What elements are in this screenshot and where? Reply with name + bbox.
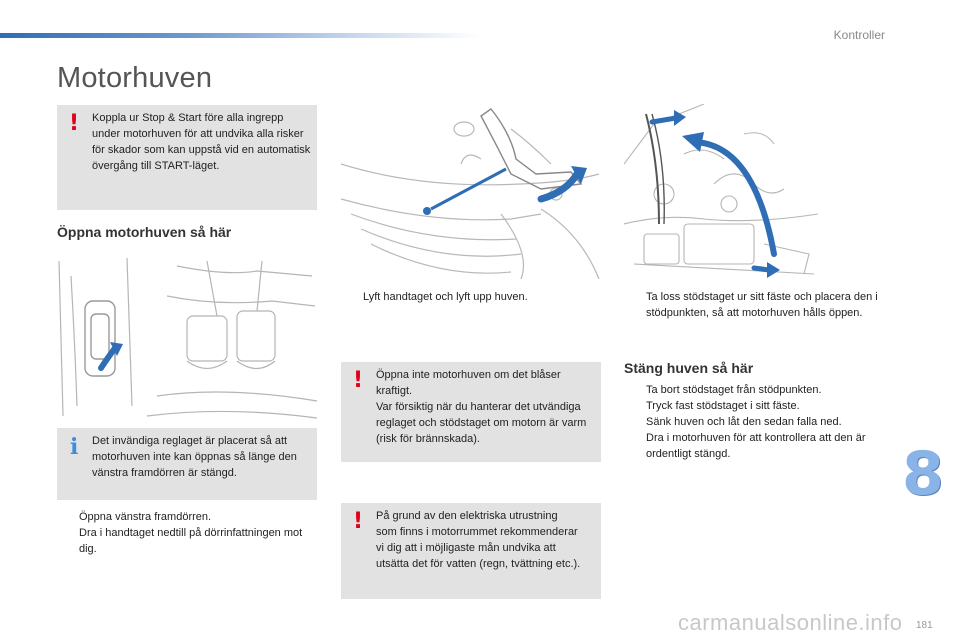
warning-icon: ! <box>353 509 364 534</box>
close-steps-list <box>624 382 886 462</box>
warning-text: På grund av den elektriska utrustning som finns i motorrummet rekommenderar vi dig att i möjligaste mån undvika att utsätta det för vatten (regn, tvättning etc.). <box>376 510 581 570</box>
open-section-heading: Öppna motorhuven så här <box>57 224 232 240</box>
list-item: Ta loss stödstaget ur sitt fäste och placera den i stödpunkten, så att motorhuven hålls öppen. <box>646 291 878 319</box>
list-item: Lyft handtaget och lyft upp huven. <box>363 291 528 303</box>
section-label: Kontroller <box>833 28 885 42</box>
strut-step-list <box>624 289 886 321</box>
warning-box-electrical <box>341 503 601 599</box>
warning-icon: ! <box>353 368 364 393</box>
warning-box-stop-start <box>57 105 317 210</box>
list-item: Ta bort stödstaget från stödpunkten. <box>646 384 822 396</box>
info-box-inner-lever <box>57 428 317 500</box>
warning-icon: ! <box>69 111 80 136</box>
info-icon: i <box>70 434 79 460</box>
illustration-hood-latch <box>341 104 601 279</box>
chapter-number: 8 <box>902 439 944 509</box>
close-section-heading: Stäng huven så här <box>624 360 754 376</box>
header-gradient-bar <box>0 33 480 38</box>
lift-step-list <box>341 289 603 305</box>
list-item: Sänk huven och låt den sedan falla ned. <box>646 416 842 428</box>
list-item: Tryck fast stödstaget i sitt fäste. <box>646 400 800 412</box>
page-title: Motorhuven <box>57 62 213 94</box>
list-item: Öppna vänstra framdörren. <box>79 511 212 523</box>
illustration-inner-lever <box>57 256 318 420</box>
info-text: Det invändiga reglaget är placerat så att motorhuven inte kan öppnas så länge den vänstra framdörren är stängd. <box>92 435 297 479</box>
page-number: 181 <box>916 620 933 631</box>
open-steps-list <box>57 509 319 557</box>
illustration-support-strut <box>624 104 818 280</box>
list-item: Dra i handtaget nedtill på dörrinfattningen mot dig. <box>79 527 303 555</box>
warning-text: Öppna inte motorhuven om det blåser kraftigt. Var försiktig när du hanterar det utvändiga reglaget och stödstaget om motorn är varm (risk för brännskada). <box>376 369 587 445</box>
watermark: carmanualsonline.info <box>678 610 903 635</box>
warning-box-wind <box>341 362 601 462</box>
warning-text: Koppla ur Stop & Start före alla ingrepp under motorhuven för att undvika alla risker för skador som kan uppstå vid en automatisk övergång till START-läget. <box>92 112 311 172</box>
list-item: Dra i motorhuven för att kontrollera att den är ordentligt stängd. <box>646 432 866 460</box>
